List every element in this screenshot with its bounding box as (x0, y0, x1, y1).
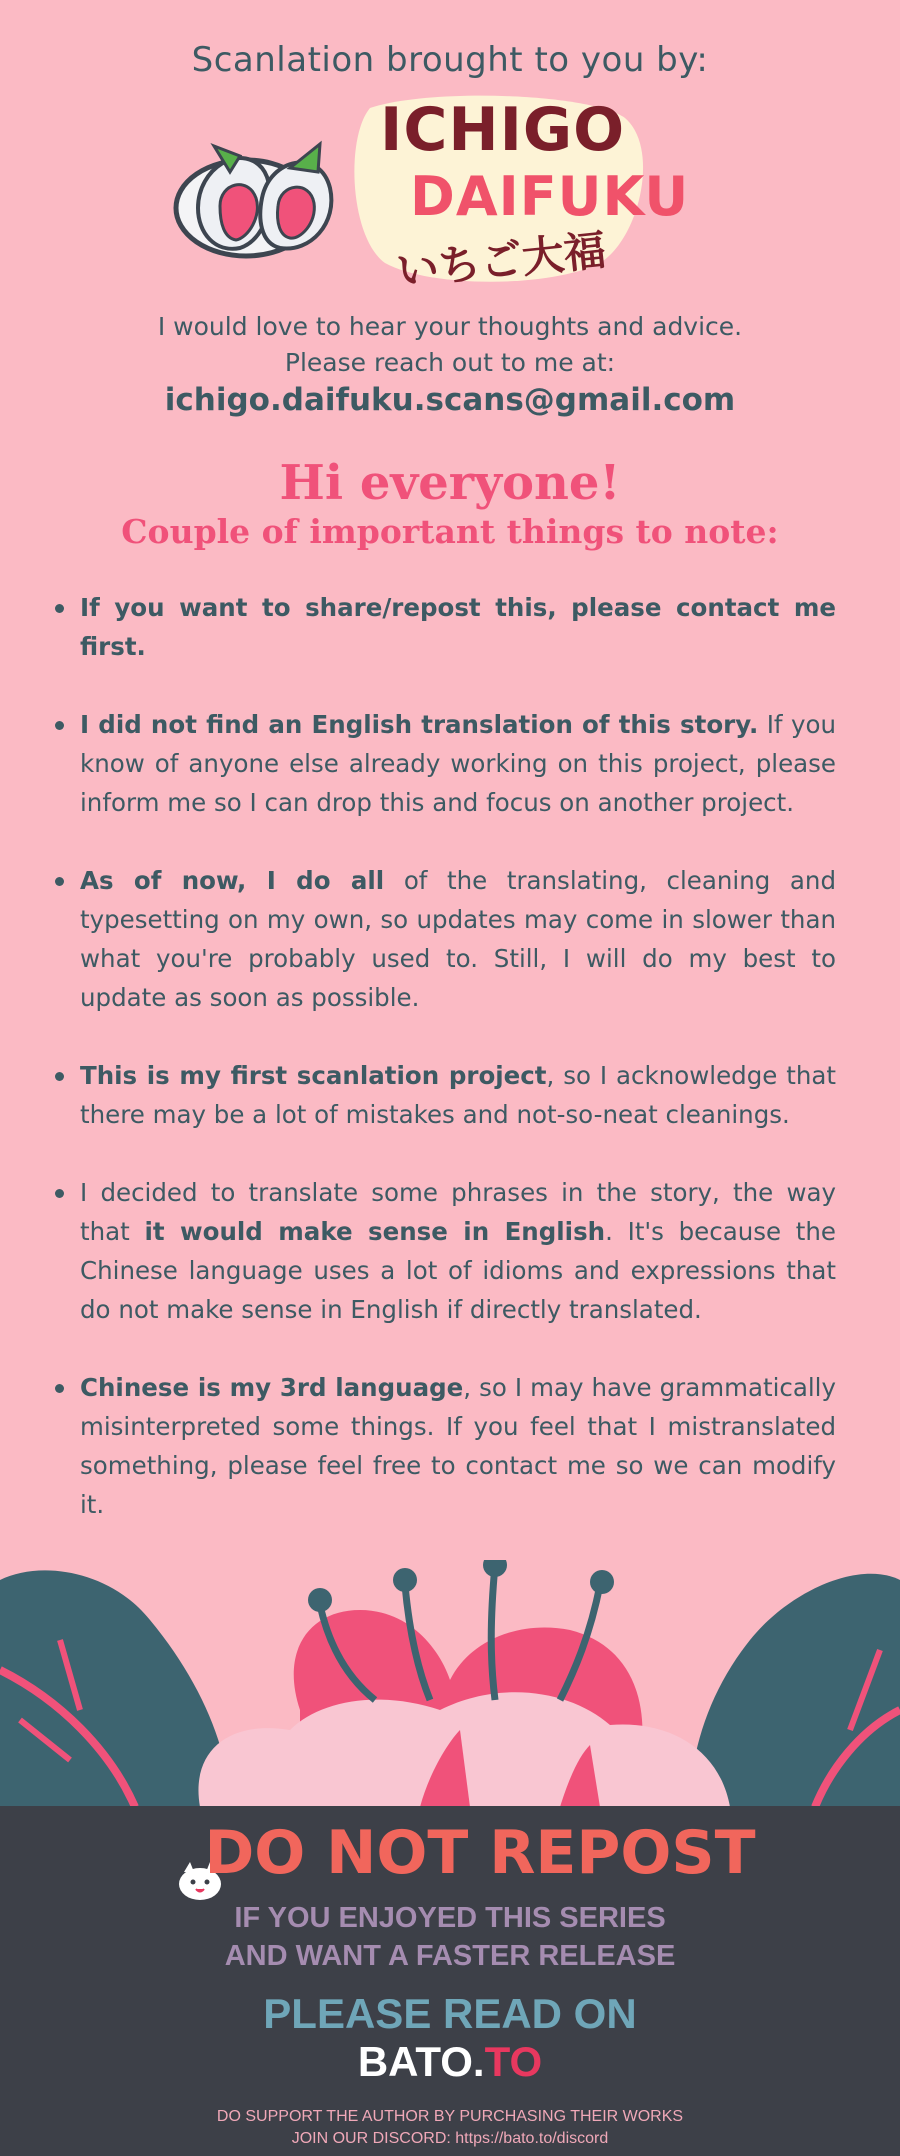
read-on-heading: PLEASE READ ON (263, 1990, 637, 2037)
logo-japanese-text: いちご大福 (394, 225, 609, 296)
note-post: , so I acknowledge that there may be a lot of mistakes and not-so-neat cleanings. (80, 1061, 836, 1129)
footer-line-2: AND WANT A FASTER RELEASE (224, 1940, 676, 1972)
greeting: Hi everyone! (279, 455, 621, 511)
contact-intro (0, 309, 900, 381)
note-bold: This is my first scanlation project (80, 1061, 547, 1090)
contact-email[interactable]: ichigo.daifuku.scans@gmail.com (164, 382, 736, 418)
note-item (52, 861, 836, 1017)
note-post: , so I may have grammatically misinterpreted some things. If you feel that I mistranslated something, please feel free to contact me so we can modify it. (80, 1373, 836, 1519)
note-item (52, 1368, 836, 1524)
footer-line-1: IF YOU ENJOYED THIS SERIES (234, 1902, 666, 1934)
site-name-part-1: BATO. (357, 2038, 485, 2085)
note-post: . It's because the Chinese language uses a lot of idioms and expressions that do not make sense in English if directly translated. (80, 1217, 836, 1324)
site-name-link[interactable] (0, 2038, 900, 2086)
flower-decoration (0, 1560, 900, 1807)
contact-intro-line-2: Please reach out to me at: (284, 348, 616, 377)
note-item (52, 1056, 836, 1134)
note-bold: Chinese is my 3rd language (80, 1373, 464, 1402)
note-item (52, 705, 836, 822)
credit-heading: Scanlation brought to you by: (191, 40, 709, 80)
note-item (52, 1173, 836, 1329)
support-author-text: DO SUPPORT THE AUTHOR BY PURCHASING THEIR WORKS (216, 2108, 684, 2125)
note-bold: I did not find an English translation of this story. (80, 710, 759, 739)
note-post: of the translating, cleaning and typesetting on my own, so updates may come in slower than what you're probably used to. Still, I will do my best to update as soon as possible. (80, 866, 836, 1012)
note-post: If you know of anyone else already working on this project, please inform me so I can drop this and focus on another project. (80, 710, 836, 817)
note-bold: it would make sense in English (144, 1217, 606, 1246)
discord-link[interactable]: JOIN OUR DISCORD: https://bato.to/discord (291, 2130, 609, 2147)
site-name-part-2: TO (484, 2038, 543, 2085)
logo-title-daifuku: DAIFUKU (410, 165, 690, 228)
note-bold: If you want to share/repost this, please contact me first. (80, 593, 836, 661)
do-not-repost-warning: DO NOT REPOST (204, 1818, 756, 1888)
note-item (52, 588, 836, 666)
right-leaf-icon (690, 1574, 900, 1807)
notes-list (52, 588, 836, 1563)
contact-intro-line-1: I would love to hear your thoughts and advice. (157, 312, 743, 341)
notes-heading: Couple of important things to note: (121, 512, 779, 551)
note-bold: As of now, I do all (80, 866, 385, 895)
logo-title-ichigo: ICHIGO (380, 95, 626, 165)
note-pre: I decided to translate some phrases in the story, the way that (80, 1178, 836, 1246)
